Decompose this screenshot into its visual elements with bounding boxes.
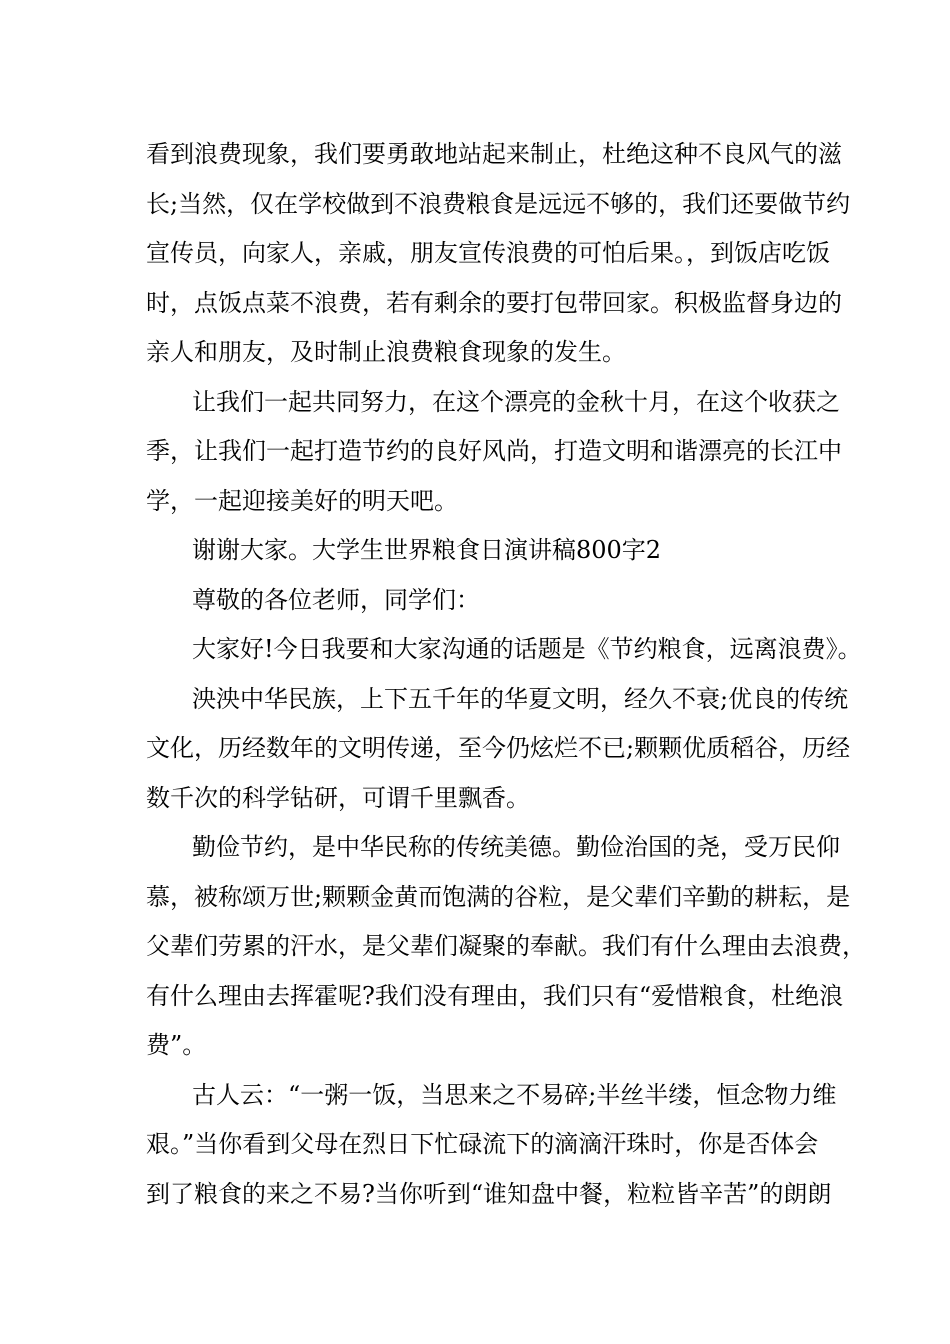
text-line: 费”。 — [146, 1031, 207, 1059]
text-line: 到了粮食的来之不易?当你听到“谁知盘中餐，粒粒皆辛苦”的朗朗 — [146, 1179, 832, 1208]
text-line: 看到浪费现象，我们要勇敢地站起来制止，杜绝这种不良风气的滋 — [146, 140, 842, 168]
text-line: 季，让我们一起打造节约的良好风尚，打造文明和谐漂亮的长江中 — [146, 437, 842, 465]
text-line: 文化，历经数年的文明传递，至今仍炫烂不已;颗颗优质稻谷，历经 — [146, 734, 851, 762]
text-line: 泱泱中华民族，上下五千年的华夏文明，经久不衰;优良的传统 — [192, 684, 849, 713]
paragraph — [146, 675, 851, 824]
text-line: 数千次的科学钻研，可谓千里飘香。 — [146, 783, 530, 812]
text-line: 尊敬的各位老师，同学们： — [192, 585, 480, 614]
text-line: 亲人和朋友，及时制止浪费粮食现象的发生。 — [146, 338, 626, 366]
text-line: 让我们一起共同努力，在这个漂亮的金秋十月，在这个收获之 — [192, 387, 840, 416]
paragraph — [146, 576, 826, 626]
paragraph — [146, 526, 826, 576]
text-line: 宣传员，向家人，亲戚，朋友宣传浪费的可怕后果。，到饭店吃饭 — [146, 239, 830, 267]
text-line: 时，点饭点菜不浪费，若有剩余的要打包带回家。积极监督身边的 — [146, 288, 842, 317]
text-line: 谢谢大家。大学生世界粮食日演讲稿800字2 — [192, 536, 662, 564]
paragraph — [146, 1071, 837, 1220]
text-line: 学，一起迎接美好的明天吧。 — [146, 486, 458, 515]
text-line: 长;当然，仅在学校做到不浪费粮食是远远不够的，我们还要做节约 — [146, 189, 851, 218]
text-line: 父辈们劳累的汗水，是父辈们凝聚的奉献。我们有什么理由去浪费， — [146, 932, 866, 960]
paragraph — [146, 823, 866, 1071]
text-line: 大家好!今日我要和大家沟通的话题是《节约粮食，远离浪费》。 — [192, 635, 862, 663]
text-line: 艰。”当你看到父母在烈日下忙碌流下的滴滴汗珠时，你是否体会 — [146, 1130, 819, 1158]
document-body — [146, 130, 866, 1219]
text-line: 古人云：“一粥一饭，当思来之不易碎;半丝半缕，恒念物力维 — [192, 1080, 837, 1109]
text-line: 勤俭节约，是中华民称的传统美德。勤俭治国的尧，受万民仰 — [192, 833, 840, 861]
text-line: 有什么理由去挥霍呢?我们没有理由，我们只有“爱惜粮食，杜绝浪 — [146, 981, 844, 1010]
paragraph — [146, 378, 842, 527]
paragraph — [146, 130, 851, 378]
text-line: 慕，被称颂万世;颗颗金黄而饱满的谷粒，是父辈们辛勤的耕耘，是 — [146, 882, 851, 911]
paragraph — [146, 625, 862, 675]
